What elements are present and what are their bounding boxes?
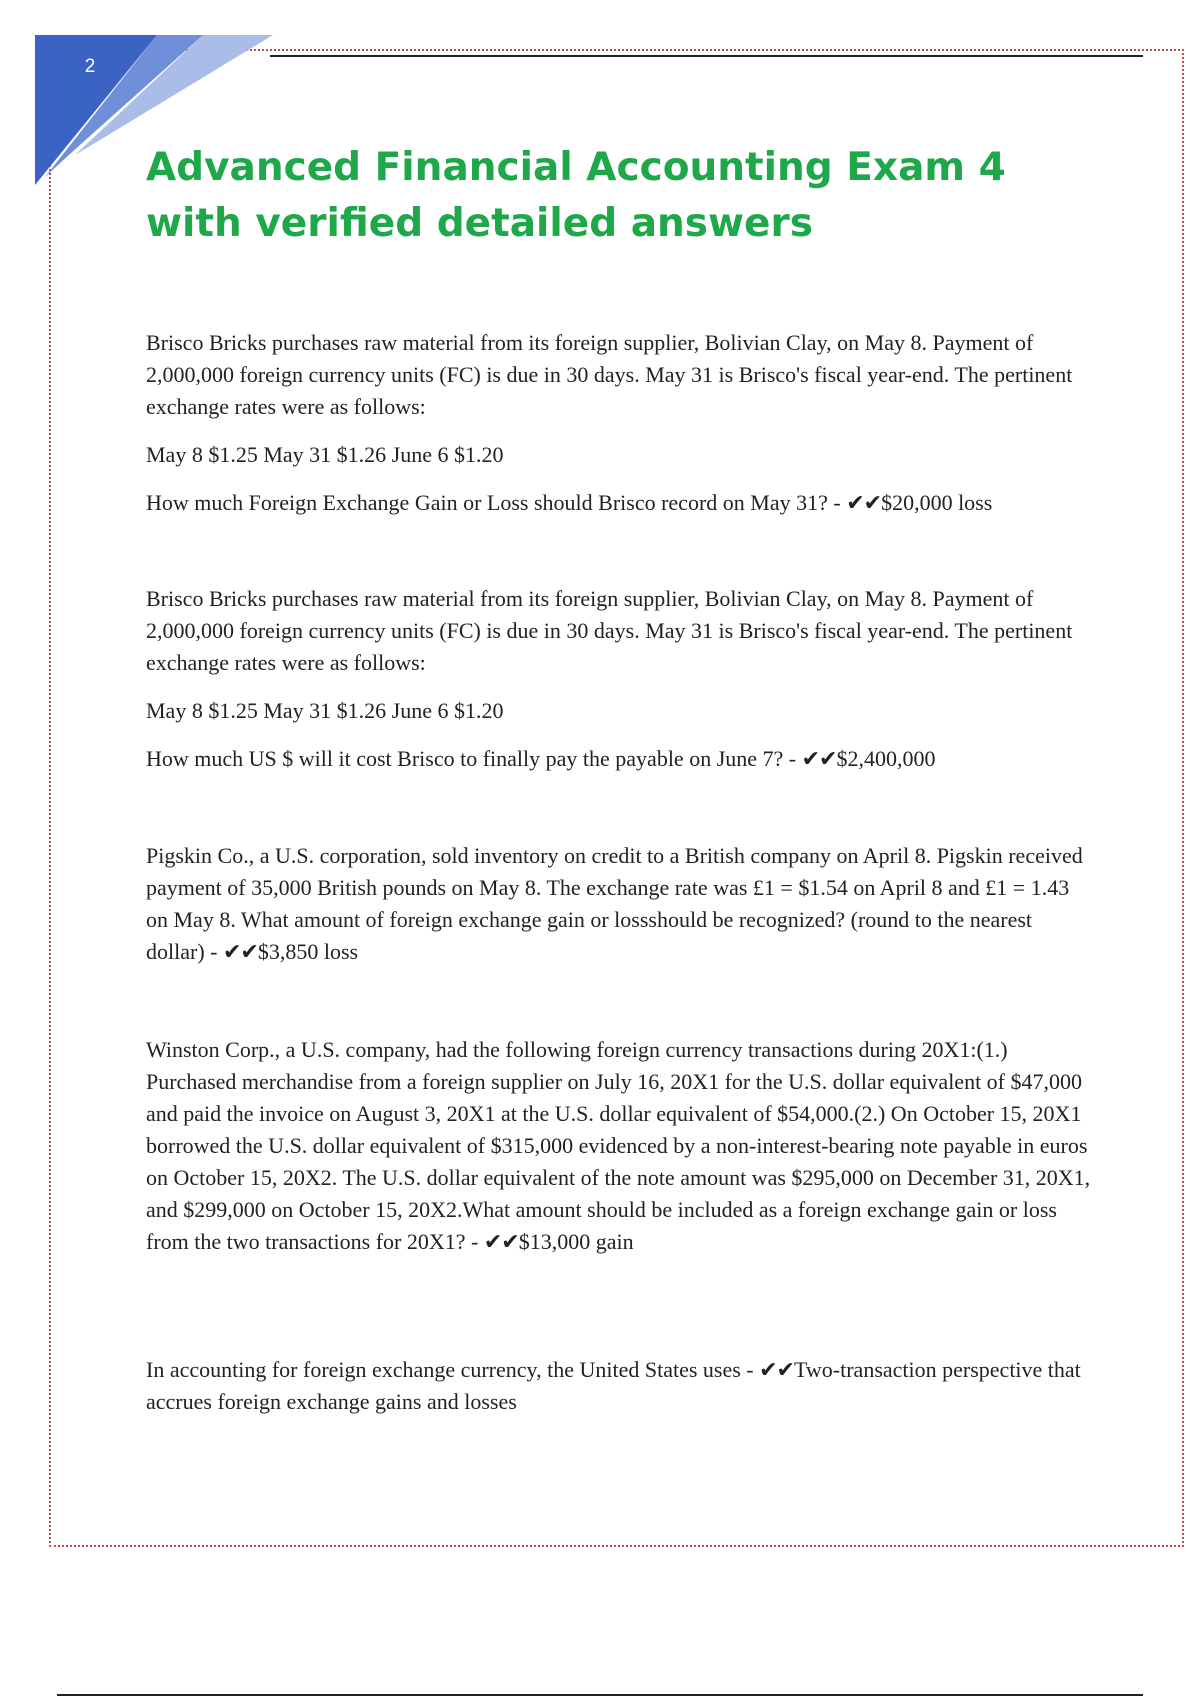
page-number: 2 [84,56,96,77]
questions-list [146,327,1096,1418]
question-text [146,1354,1096,1418]
question-text [146,487,1096,519]
answer-text: Two-transaction perspective that accrues foreign exchange gains and losses [146,1357,1081,1414]
question-prompt: Winston Corp., a U.S. company, had the following foreign currency transactions during 20X1:(1.) Purchased merchandise from a foreign supplier on July 16, 20X1 for the U.S. dollar equivalent of $47,000 and paid the invoice on August 3, 20X1 at the U.S. dollar equivalent of $54,000.(2.) On October 15, 20X1 borrowed the U.S. dollar equivalent of $315,000 evidenced by a non-interest-bearing note payable in euros on October 15, 20X2. The U.S. dollar equivalent of the note amount was $295,000 on December 31, 20X1, and $299,000 on October 15, 20X2.What amount should be included as a foreign exchange gain or loss from the two transactions for 20X1? - [146,1037,1091,1254]
question-item-3 [146,840,1096,1034]
page-title [146,140,1106,252]
double-check-icon: ✔✔ [759,1357,794,1382]
question-item-2 [146,583,1096,840]
title-line-1: Advanced Financial Accounting Exam 4 [146,145,1006,190]
question-text [146,1034,1096,1258]
question-item-5 [146,1354,1096,1418]
answer-text: $3,850 loss [257,939,359,964]
exchange-rates: May 8 $1.25 May 31 $1.26 June 6 $1.20 [146,442,504,467]
question-item-1 [146,327,1096,583]
header-rule [270,55,1143,57]
answer-text: $2,400,000 [836,746,936,771]
question-prompt: How much US $ will it cost Brisco to finally pay the payable on June 7? - [146,746,802,771]
question-text [146,743,1096,775]
footer-rule [57,1694,1143,1696]
double-check-icon: ✔✔ [483,1229,519,1254]
exchange-rates: May 8 $1.25 May 31 $1.26 June 6 $1.20 [146,698,504,723]
question-intro: Brisco Bricks purchases raw material from its foreign supplier, Bolivian Clay, on May 8. Payment of 2,000,000 foreign currency units (FC) is due in 30 days. May 31 is Brisco's fiscal year-end. The pertinent exchange rates were as follows: [146,330,1073,419]
double-check-icon: ✔✔ [222,939,258,964]
double-check-icon: ✔✔ [801,746,837,771]
question-prompt: Pigskin Co., a U.S. corporation, sold inventory on credit to a British company on April 8. Pigskin received payment of 35,000 British pounds on May 8. The exchange rate was £1 = $1.54 on April 8 and £1 = 1.43 on May 8. What amount of foreign exchange gain or lossshould be recognized? (round to the nearest dollar) - [146,843,1083,964]
question-intro: Brisco Bricks purchases raw material from its foreign supplier, Bolivian Clay, on May 8. Payment of 2,000,000 foreign currency units (FC) is due in 30 days. May 31 is Brisco's fiscal year-end. The pertinent exchange rates were as follows: [146,586,1073,675]
question-prompt: In accounting for foreign exchange currency, the United States uses - [146,1357,760,1382]
title-line-2: with verified detailed answers [146,201,813,246]
question-prompt: How much Foreign Exchange Gain or Loss should Brisco record on May 31? - [146,490,847,515]
double-check-icon: ✔✔ [846,490,882,515]
question-text [146,840,1096,968]
question-item-4 [146,1034,1096,1354]
answer-text: $13,000 gain [518,1229,634,1254]
answer-text: $20,000 loss [881,490,993,515]
